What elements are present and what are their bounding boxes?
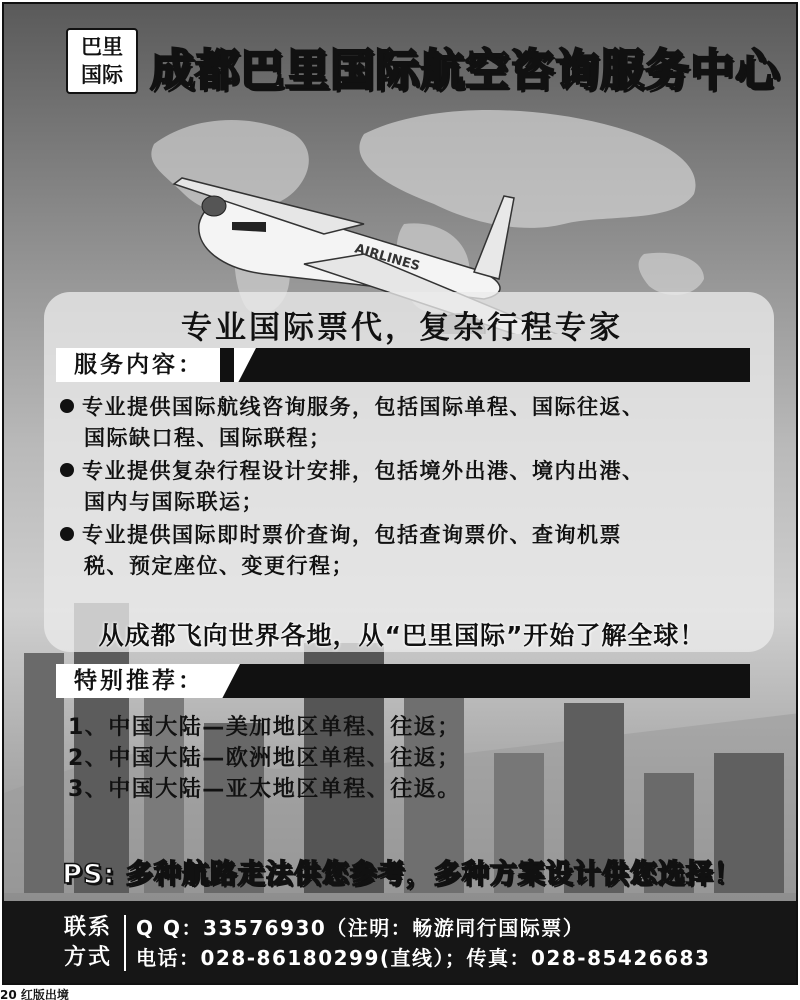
bullet-icon — [60, 463, 74, 477]
recommend-list — [68, 712, 461, 805]
recommend-item: 2、中国大陆—欧洲地区单程、往返； — [68, 746, 461, 771]
contact-divider — [124, 915, 126, 971]
contact-phone: 电话：028-86180299(直线）；传真：028-85426683 — [136, 946, 711, 970]
service-text-line1: 专业提供国际即时票价查询，包括查询票价、查询机票 — [82, 523, 622, 547]
section-bar-slant — [234, 348, 256, 382]
service-text-line2: 国际缺口程、国际联程； — [84, 426, 332, 450]
recommend-section-bar — [56, 664, 750, 698]
logo-line-1: 巴里 — [81, 35, 123, 59]
contact-bar — [4, 901, 798, 985]
tagline: 从成都飞向世界各地，从“巴里国际”开始了解全球！ — [98, 621, 706, 650]
slogan: 专业国际票代，复杂行程专家 — [181, 310, 623, 346]
contact-label — [64, 913, 118, 973]
service-text-line2: 税、预定座位、变更行程； — [84, 554, 354, 578]
contact-label-line2: 方式 — [64, 945, 113, 970]
services-label: 服务内容： — [56, 348, 220, 382]
service-text-line2: 国内与国际联运； — [84, 490, 264, 514]
bullet-icon — [60, 527, 74, 541]
contact-label-line1: 联系 — [64, 915, 113, 940]
ps-note: PS: 多种航路走法供您参考，多种方案设计供您选择！ — [62, 859, 742, 890]
section-bar-slant — [218, 664, 240, 698]
contact-lines — [136, 913, 710, 973]
service-item — [60, 392, 780, 454]
recommend-item: 1、中国大陆—美加地区单程、往返； — [68, 715, 461, 740]
logo-line-2: 国际 — [81, 63, 123, 87]
company-title: 成都巴里国际航空咨询服务中心 — [150, 45, 780, 96]
service-item — [60, 456, 780, 518]
advertisement — [2, 2, 798, 985]
bullet-icon — [60, 399, 74, 413]
recommend-item: 3、中国大陆—亚太地区单程、往返。 — [68, 777, 461, 802]
company-logo — [66, 28, 138, 94]
recommend-label: 特别推荐： — [56, 664, 220, 698]
service-text-line1: 专业提供复杂行程设计安排，包括境外出港、境内出港、 — [82, 459, 645, 483]
page-footer: 20 红版出境 — [0, 988, 69, 1000]
service-item — [60, 520, 780, 582]
services-list — [60, 392, 780, 584]
service-text-line1: 专业提供国际航线咨询服务，包括国际单程、国际往返、 — [82, 395, 645, 419]
contact-qq: Q Q：33576930（注明：畅游同行国际票） — [136, 916, 585, 940]
services-section-bar — [56, 348, 750, 382]
airplane-livery-text: AIRLINES — [352, 241, 422, 275]
